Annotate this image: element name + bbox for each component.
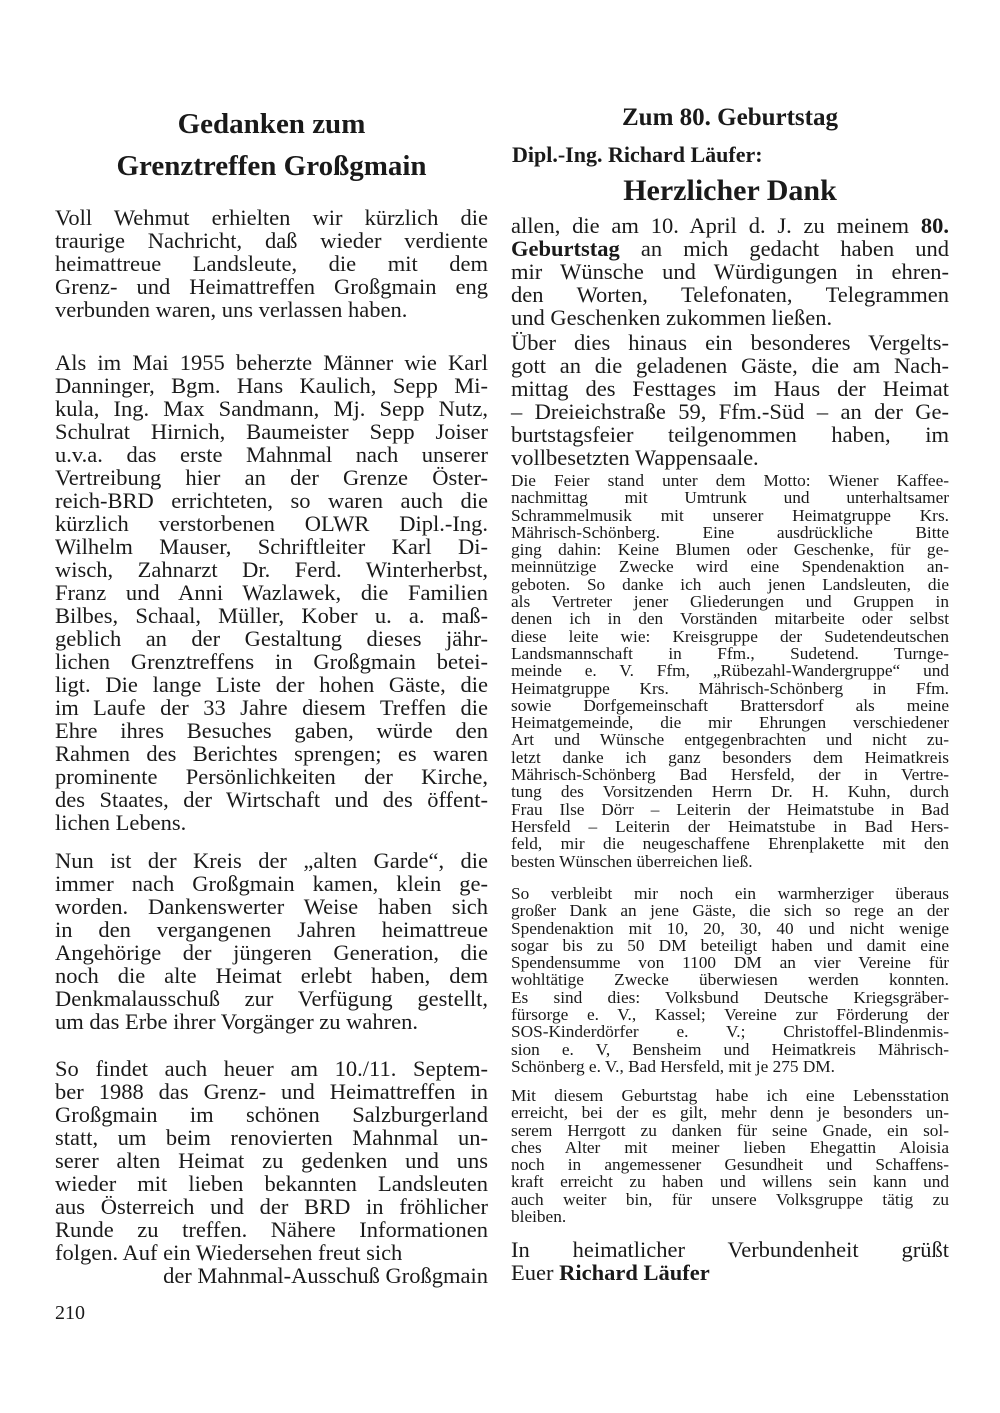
article-title-line: Gedanken zum	[177, 108, 366, 140]
text-line: lichen Lebens.	[55, 810, 187, 835]
text-line: wohltätige Zwecke überwiesen werden konnten.	[511, 970, 949, 990]
article-title-line: Grenztreffen Großgmain	[116, 150, 427, 182]
text-line: Heimatgruppe Krs. Mährisch-Schönberg in Ffm.	[511, 678, 949, 698]
text-line	[511, 237, 949, 260]
text-line: Schulrat Hirnich, Baumeister Sepp Joiser	[55, 419, 488, 444]
text-line: Runde zu treffen. Nähere Informationen	[55, 1217, 488, 1242]
text-line: Rahmen des Berichtes sprengen; es waren	[55, 741, 488, 766]
text-line: denen ich in den Vorständen mitarbeite oder selbst	[511, 609, 949, 629]
text-line: geblich an der Gestaltung dieses jähr-	[55, 626, 488, 651]
closing-block	[511, 1238, 949, 1284]
text-line: burtstagsfeier teilgenommen haben, im	[511, 422, 949, 447]
article-title: Herzlicher Dank	[623, 174, 837, 207]
text-line: Voll Wehmut erhielten wir kürzlich die	[55, 205, 488, 230]
paragraph	[511, 472, 949, 870]
text-line: So verbleibt mir noch ein warmherziger überaus	[511, 884, 949, 903]
text-line: Hersfeld – Leiterin der Heimatstube in Bad Hers-	[511, 816, 949, 836]
text-line: folgen. Auf ein Wiedersehen freut sich	[55, 1240, 403, 1265]
paragraph	[511, 331, 949, 469]
text-line: Danninger, Bgm. Hans Kaulich, Sepp Mi-	[55, 373, 488, 398]
text-line: vollbesetzten Wappensaale.	[511, 445, 759, 470]
text: allen, die am 10. April d. J. zu meinem	[511, 213, 921, 238]
text-line: Über dies hinaus ein besonderes Vergelts-	[511, 330, 949, 355]
text-line: wisch, Zahnarzt Dr. Ferd. Winterherbst,	[55, 557, 488, 582]
text-line: wieder mit lieben bekannten Landsleuten	[55, 1171, 488, 1196]
text-line	[511, 214, 949, 237]
text-line: Spendenaktion mit 10, 20, 30, 40 und nicht wenige	[511, 918, 949, 938]
text-line: ligt. Die lange Liste der hohen Gäste, die	[55, 672, 488, 697]
text-line: bleiben.	[511, 1207, 567, 1227]
text-line: sion e. V, Bensheim und Heimatkreis Mährisch-	[511, 1039, 949, 1059]
bold-text: 80.	[920, 213, 949, 238]
text-line: Die Feier stand unter dem Motto: Wiener Kaffee-	[511, 471, 949, 490]
text-line: Großgmain im schönen Salzburgerland	[55, 1102, 488, 1127]
closing-name: Richard Läufer	[559, 1260, 710, 1285]
text-line: um das Erbe ihrer Vorgänger zu wahren.	[55, 1009, 419, 1034]
text-line: SOS-Kinderdörfer e. V.; Christoffel-Blindenmis-	[511, 1022, 949, 1042]
text-line: Nun ist der Kreis der „alten Garde“, die	[55, 848, 488, 873]
text-line: Schönberg e. V., Bad Hersfeld, mit je 275 DM.	[511, 1056, 835, 1076]
paragraph	[511, 1087, 949, 1225]
article-kicker: Zum 80. Geburtstag	[622, 104, 838, 131]
text-line: heimattreue Landsleute, die mit dem	[55, 251, 488, 276]
text-line: – Dreieichstraße 59, Ffm.-Süd – an der Ge-	[511, 399, 949, 424]
text-line: fürsorge e. V., Kassel; Vereine zur Förderung der	[511, 1005, 949, 1025]
text-line: lichen Grenztreffens in Großgmain betei-	[55, 649, 488, 674]
text-line: sowie Dorfgemeinschaft Brattersdorf als meine	[511, 695, 949, 715]
text-line: immer nach Großgmain kamen, klein ge-	[55, 871, 488, 896]
text-line: Vertreibung hier an der Grenze Öster-	[55, 465, 488, 490]
text-line: im Laufe der 33 Jahre diesem Treffen die	[55, 695, 488, 720]
text-line: serer alten Heimat zu gedenken und uns	[55, 1148, 488, 1173]
text-line: Landsmannschaft in Ffm., Sudetend. Turnge-	[511, 643, 949, 663]
text-line: worden. Dankenswerter Weise haben sich	[55, 894, 488, 919]
article-title	[55, 103, 488, 187]
text-line: kula, Ing. Max Sandmann, Mj. Sepp Nutz,	[55, 396, 488, 421]
text-line: auch weiter bin, für unsere Volksgruppe tätig zu	[511, 1189, 949, 1209]
text-line: nachmittag mit Umtrunk und unterhaltsamer	[511, 488, 949, 508]
text-line: des Staates, der Wirtschaft und des öffent-	[55, 787, 488, 812]
text-line: u.v.a. das erste Mahnmal nach unserer	[55, 442, 488, 467]
text-line: verbunden waren, uns verlassen haben.	[55, 297, 408, 322]
paragraph	[55, 1057, 488, 1264]
text-line: Es sind dies: Volksbund Deutsche Kriegsgräber-	[511, 987, 949, 1007]
text-line: geboten. So danke ich auch jenen Landsleuten, die	[511, 574, 949, 594]
text-line: prominente Persönlichkeiten der Kirche,	[55, 764, 488, 789]
closing-signature-line	[511, 1261, 949, 1284]
text-line: Mährisch-Schönberg. Eine ausdrückliche Bitte	[511, 522, 949, 542]
text-line: großer Dank an jene Gäste, die sich so rege an der	[511, 901, 949, 921]
signature-block	[55, 1264, 488, 1287]
text-line: Bilbes, Schaal, Müller, Kober u. a. maß-	[55, 603, 488, 628]
bold-text: Geburtstag	[511, 236, 620, 261]
text-line: und Geschenken zukommen ließen.	[511, 305, 833, 330]
text-line: aus Österreich und der BRD in fröhlicher	[55, 1194, 488, 1219]
article-author: Dipl.-Ing. Richard Läufer:	[512, 142, 763, 167]
text-line: als Vertreter jener Gliederungen und Gruppen in	[511, 592, 949, 612]
text-line: sogar bis zu 50 DM beteiligt haben und damit eine	[511, 935, 949, 955]
text-line: gott an die geladenen Gäste, die am Nach-	[511, 353, 949, 378]
text-line: Als im Mai 1955 beherzte Männer wie Karl	[55, 350, 488, 375]
text-line: Frau Ilse Dörr – Leiterin der Heimatstube in Bad	[511, 799, 949, 819]
signature: der Mahnmal-Ausschuß Großgmain	[163, 1263, 488, 1288]
paragraph	[55, 849, 488, 1033]
text-line: diese leite wie: Kreisgruppe der Sudetendeutschen	[511, 626, 949, 646]
text-line: Franz und Anni Wazlawek, die Familien	[55, 580, 488, 605]
text-line: erreicht, bei der es gilt, mehr denn je besonders un-	[511, 1103, 949, 1123]
text-line: statt, um beim renovierten Mahnmal un-	[55, 1125, 488, 1150]
text-line: besten Wünschen überreichen ließ.	[511, 851, 753, 871]
paragraph	[55, 206, 488, 321]
text-line: mittag des Festtages im Haus der Heimat	[511, 376, 949, 401]
text-line: Schrammelmusik mit unserer Heimatgruppe Krs.	[511, 505, 949, 525]
text-line: Denkmalausschuß zur Verfügung gestellt,	[55, 986, 488, 1011]
text-line: Wilhelm Mauser, Schriftleiter Karl Di-	[55, 534, 488, 559]
text-line: ber 1988 das Grenz- und Heimattreffen in	[55, 1079, 488, 1104]
text-line: mir Wünsche und Würdigungen in ehren-	[511, 259, 949, 284]
text-line: meinnützige Zwecke wird eine Spendenaktion an-	[511, 557, 949, 577]
text-line: Art und Wünsche entgegenbrachten und nicht zu-	[511, 730, 949, 750]
text-line: meinde e. V. Ffm, „Rübezahl-Wandergruppe“ und	[511, 661, 949, 681]
text: an mich gedacht haben und	[619, 236, 949, 261]
text-line: Grenz- und Heimattreffen Großgmain eng	[55, 274, 488, 299]
text-line: feld, mir die neugeschaffene Ehrenplakette mit den	[511, 834, 949, 854]
text-line: kraft erreicht zu haben und willens sein kann und	[511, 1172, 949, 1192]
text-line: den Worten, Telefonaten, Telegrammen	[511, 282, 949, 307]
text-line: Spendensumme von 1100 DM an vier Vereine für	[511, 953, 949, 973]
text-line: letzt danke ich ganz besonders dem Heimatkreis	[511, 747, 949, 767]
text-line: in den vergangenen Jahren heimattreue	[55, 917, 488, 942]
paragraph	[511, 885, 949, 1075]
text-line: noch in angemessener Gesundheit und Schaffens-	[511, 1155, 949, 1175]
text-line: ches Alter mit meiner lieben Ehegattin Aloisia	[511, 1137, 949, 1157]
paragraph	[511, 214, 949, 329]
text-line: traurige Nachricht, daß wieder verdiente	[55, 228, 488, 253]
text-line: serem Herrgott zu danken für seine Gnade, ein sol-	[511, 1120, 949, 1140]
paragraph	[55, 351, 488, 834]
text-line: reich-BRD errichteten, so waren auch die	[55, 488, 488, 513]
text-line: Angehörige der jüngeren Generation, die	[55, 940, 488, 965]
closing-prefix: Euer	[511, 1260, 560, 1285]
text-line: Ehre ihres Besuches gaben, würde den	[55, 718, 488, 743]
text-line: noch die alte Heimat erlebt haben, dem	[55, 963, 488, 988]
text-line: Mit diesem Geburtstag habe ich eine Lebensstation	[511, 1086, 949, 1105]
text-line: tung des Vorsitzenden Herrn Dr. H. Kuhn, durch	[511, 782, 949, 802]
text-line: kürzlich verstorbenen OLWR Dipl.-Ing.	[55, 511, 488, 536]
text-line: ging dahin: Keine Blumen oder Geschenke, für ge-	[511, 540, 949, 560]
text-line: Heimatgemeinde, die mir Ehrungen verschiedener	[511, 713, 949, 733]
text-line: So findet auch heuer am 10./11. Septem-	[55, 1056, 488, 1081]
page-number: 210	[55, 1302, 85, 1324]
closing-greeting: In heimatlicher Verbundenheit grüßt	[511, 1237, 949, 1262]
text-line: Mährisch-Schönberg Bad Hersfeld, der in Vertre-	[511, 765, 949, 785]
